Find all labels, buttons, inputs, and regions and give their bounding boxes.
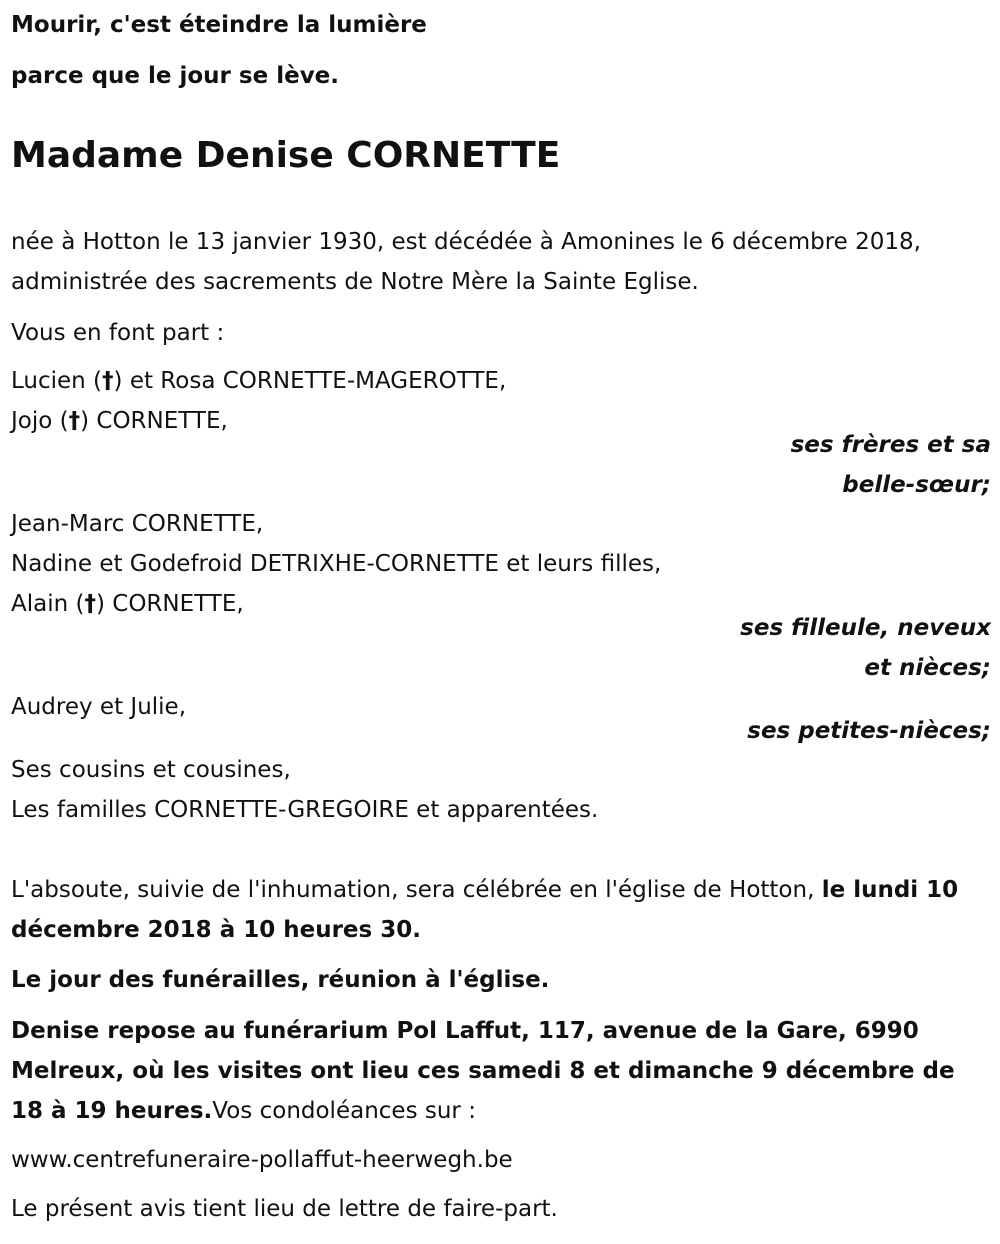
family-line-audrey-julie: Audrey et Julie, xyxy=(11,694,187,720)
family-text: Jojo ( xyxy=(11,408,69,434)
relation-siblings-line-1: ses frères et sa xyxy=(790,432,991,458)
condolences-text: Vos condoléances sur : xyxy=(212,1098,476,1124)
meeting-notice xyxy=(11,960,986,1000)
visitation-text: Denise repose au funérarium Pol Laffut, 117, avenue de la Gare, 6990 Melreux, où les visites ont lieu ces samedi 8 et dimanche 9 décembre de 18 à 19 heures. xyxy=(11,1018,955,1124)
website-link[interactable]: www.centrefuneraire-pollaffut-heerwegh.be xyxy=(11,1147,513,1173)
birth-death-paragraph: née à Hotton le 13 janvier 1930, est décédée à Amonines le 6 décembre 2018, administrée des sacrements de Notre Mère la Sainte Eglise. xyxy=(11,229,921,295)
family-line-lucien-rosa xyxy=(11,366,506,396)
ceremony-date: le lundi 10 décembre 2018 à 10 heures 30. xyxy=(11,877,959,943)
cross-icon: † xyxy=(68,408,81,434)
family-text: Alain ( xyxy=(11,591,85,617)
footer-note: Le présent avis tient lieu de lettre de faire-part. xyxy=(11,1196,558,1222)
quote-line-1: Mourir, c'est éteindre la lumière xyxy=(11,12,427,38)
family-line-jojo xyxy=(11,406,228,436)
family-text: ) CORNETTE, xyxy=(95,591,244,617)
announce-intro: Vous en font part : xyxy=(11,320,225,346)
relation-godchild-nephews-line-1: ses filleule, neveux xyxy=(740,615,991,641)
family-line-jean-marc: Jean-Marc CORNETTE, xyxy=(11,511,264,537)
visitation-paragraph xyxy=(11,1011,981,1131)
quote-line-2: parce que le jour se lève. xyxy=(11,63,340,89)
family-text: ) et Rosa CORNETTE-MAGEROTTE, xyxy=(113,368,507,394)
family-line-cousins: Ses cousins et cousines, xyxy=(11,757,291,783)
family-line-families: Les familles CORNETTE-GREGOIRE et apparentées. xyxy=(11,797,599,823)
cross-icon: † xyxy=(102,368,114,394)
relation-godchild-nephews-line-2: et nièces; xyxy=(864,655,991,681)
deceased-name: Madame Denise CORNETTE xyxy=(11,135,561,176)
ceremony-paragraph xyxy=(11,870,986,950)
meeting-text: Le jour des funérailles, réunion à l'église. xyxy=(11,967,550,993)
ceremony-text: L'absoute, suivie de l'inhumation, sera célébrée en l'église de Hotton, xyxy=(11,877,822,903)
relation-siblings-line-2: belle-sœur; xyxy=(842,472,991,498)
relation-grandnieces: ses petites-nièces; xyxy=(747,718,991,744)
family-line-nadine-godefroid: Nadine et Godefroid DETRIXHE-CORNETTE et leurs filles, xyxy=(11,551,662,577)
cross-icon: † xyxy=(84,591,96,617)
family-line-alain xyxy=(11,589,244,619)
family-text: ) CORNETTE, xyxy=(80,408,228,434)
family-text: Lucien ( xyxy=(11,368,103,394)
